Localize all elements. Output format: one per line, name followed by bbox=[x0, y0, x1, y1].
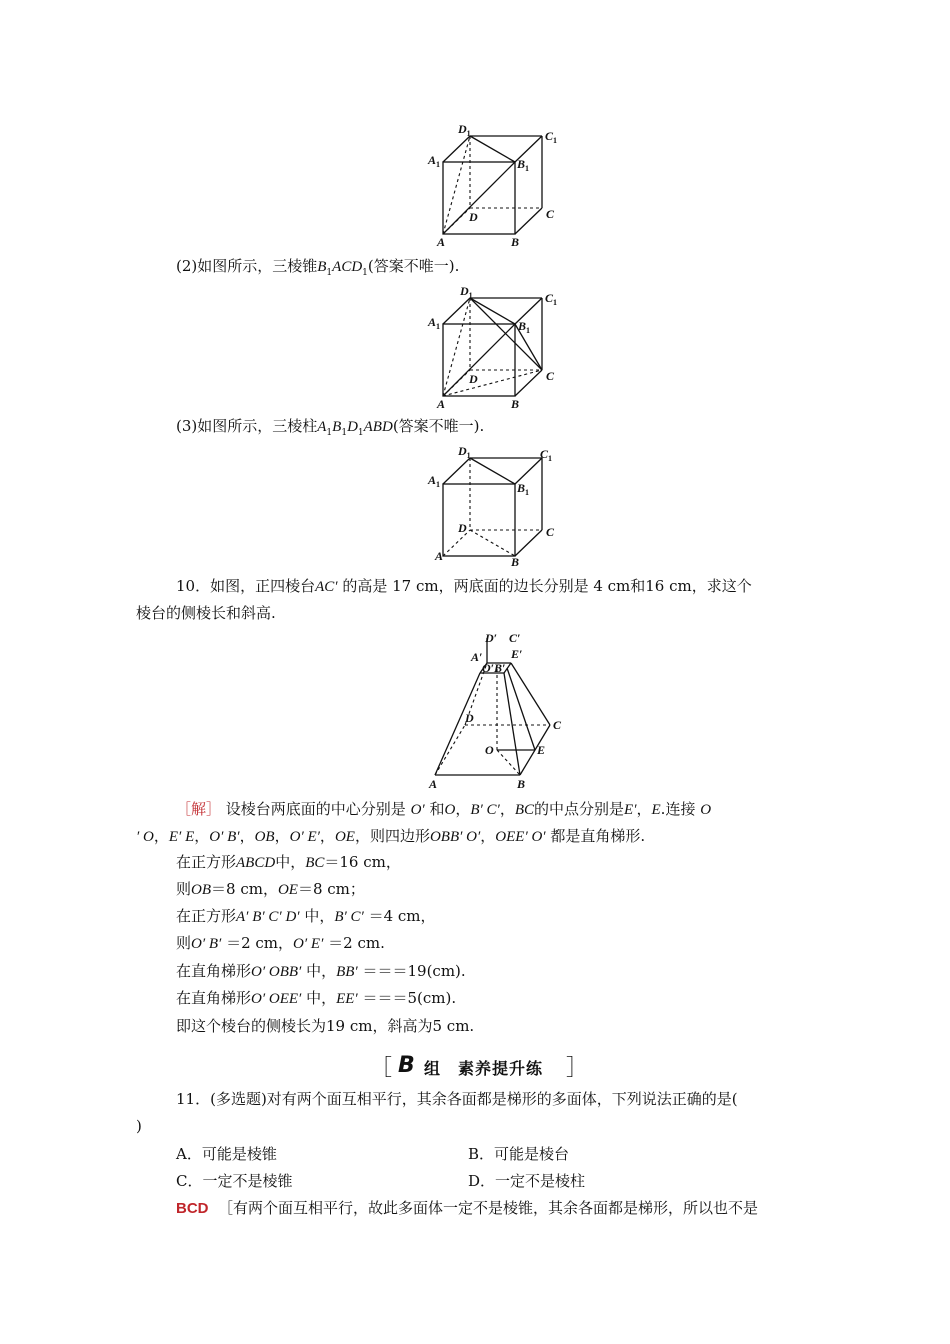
solution-line-2: ′ O，E′ E，O′ B′，OB，O′ E′，OE，则四边形OBB′ O′，OEE′ O′ 都是直角梯形. bbox=[136, 827, 646, 845]
solution-line-9: 即这个棱台的侧棱长为19 cm，斜高为5 cm. bbox=[176, 1017, 475, 1035]
label-E-prime: E′ bbox=[511, 647, 523, 661]
question-11-line-2: ) bbox=[136, 1117, 142, 1135]
label-A: A bbox=[429, 777, 438, 791]
solution-line-1: ［解］ 设棱台两底面的中心分别是 O′ 和O，B′ C′，BC的中点分别是E′，E.连接 O bbox=[176, 800, 712, 818]
label-B: B bbox=[511, 555, 520, 569]
cube-figure-2 bbox=[425, 284, 575, 412]
label-C-prime: C′ bbox=[509, 631, 521, 645]
group-open-bracket: ［ bbox=[370, 1056, 393, 1081]
answer-key: BCD bbox=[176, 1200, 209, 1217]
label-C: C bbox=[546, 369, 555, 383]
label-D1: $D_1$ bbox=[458, 122, 471, 138]
label-A1: $A_1$ bbox=[428, 153, 441, 169]
solution-tag: ［解］ bbox=[176, 800, 222, 818]
label-C1: $C_1$ bbox=[545, 291, 558, 307]
label-B1: $B_1$ bbox=[517, 481, 530, 497]
frustum-figure bbox=[425, 628, 575, 793]
label-D1: $D_1$ bbox=[458, 444, 471, 460]
option-c: C．一定不是棱锥 bbox=[176, 1172, 293, 1190]
cube-figure-1 bbox=[425, 122, 575, 250]
option-d: D．一定不是棱柱 bbox=[468, 1172, 586, 1190]
solution-line-5: 在正方形A′ B′ C′ D′ 中，B′ C′ ＝4 cm， bbox=[176, 907, 436, 925]
label-A1: $A_1$ bbox=[428, 315, 441, 331]
solution-line-3: 在正方形ABCD中，BC＝16 cm， bbox=[176, 853, 401, 871]
group-title: 组 素养提升练 bbox=[424, 1059, 544, 1078]
label-E: E bbox=[537, 743, 546, 757]
label-D1: $D_1$ bbox=[460, 284, 473, 300]
label-C: C bbox=[553, 718, 562, 732]
label-A1: $A_1$ bbox=[428, 473, 441, 489]
label-D: D bbox=[469, 372, 478, 386]
question-10-line-1: 10．如图，正四棱台AC′ 的高是 17 cm，两底面的边长分别是 4 cm和16 cm，求这个 bbox=[176, 577, 752, 595]
label-B: B bbox=[517, 777, 526, 791]
label-C1: $C_1$ bbox=[540, 447, 553, 463]
label-A: A bbox=[437, 397, 446, 411]
label-B: B bbox=[511, 235, 520, 249]
label-A-prime: A′ bbox=[471, 650, 483, 664]
cube-figure-3 bbox=[425, 444, 575, 572]
label-C: C bbox=[546, 525, 555, 539]
label-D: D bbox=[469, 210, 478, 224]
label-A: A bbox=[435, 549, 444, 563]
solution-line-7: 在直角梯形O′ OBB′ 中，BB′ ＝＝＝19(cm). bbox=[176, 962, 466, 980]
label-B1: $B_1$ bbox=[517, 157, 530, 173]
solution-line-8: 在直角梯形O′ OEE′ 中，EE′ ＝＝＝5(cm). bbox=[176, 989, 457, 1007]
label-C: C bbox=[546, 207, 555, 221]
label-C1: $C_1$ bbox=[545, 129, 558, 145]
label-A: A bbox=[437, 235, 446, 249]
option-b: B．可能是棱台 bbox=[468, 1145, 570, 1163]
label-D: D bbox=[458, 521, 467, 535]
question-10-line-2: 棱台的侧棱长和斜高. bbox=[136, 604, 276, 622]
solution-line-6: 则O′ B′ ＝2 cm，O′ E′ ＝2 cm. bbox=[176, 934, 385, 952]
group-close-bracket: ］ bbox=[566, 1056, 589, 1081]
label-B1: $B_1$ bbox=[518, 319, 531, 335]
solution-line-4: 则OB＝8 cm，OE＝8 cm； bbox=[176, 880, 365, 898]
label-O-prime-B-prime: O′B′ bbox=[482, 661, 506, 675]
label-D: D bbox=[465, 711, 474, 725]
label-B: B bbox=[511, 397, 520, 411]
part-3-line: (3)如图所示，三棱柱$A_1B_1D_1ABD$(答案不唯一). bbox=[176, 417, 485, 438]
label-D-prime: D′ bbox=[485, 631, 498, 645]
part-2-line: (2)如图所示，三棱锥$B_1ACD_1$(答案不唯一). bbox=[176, 257, 460, 278]
group-b-header bbox=[370, 1051, 590, 1081]
option-a: A．可能是棱锥 bbox=[176, 1145, 277, 1163]
question-11-line-1: 11．(多选题)对有两个面互相平行，其余各面都是梯形的多面体，下列说法正确的是( bbox=[176, 1090, 738, 1108]
answer-line: BCD ［有两个面互相平行，故此多面体一定不是棱锥，其余各面都是梯形，所以也不是 bbox=[176, 1199, 759, 1217]
label-O: O bbox=[485, 743, 494, 757]
group-letter: B bbox=[398, 1053, 415, 1078]
